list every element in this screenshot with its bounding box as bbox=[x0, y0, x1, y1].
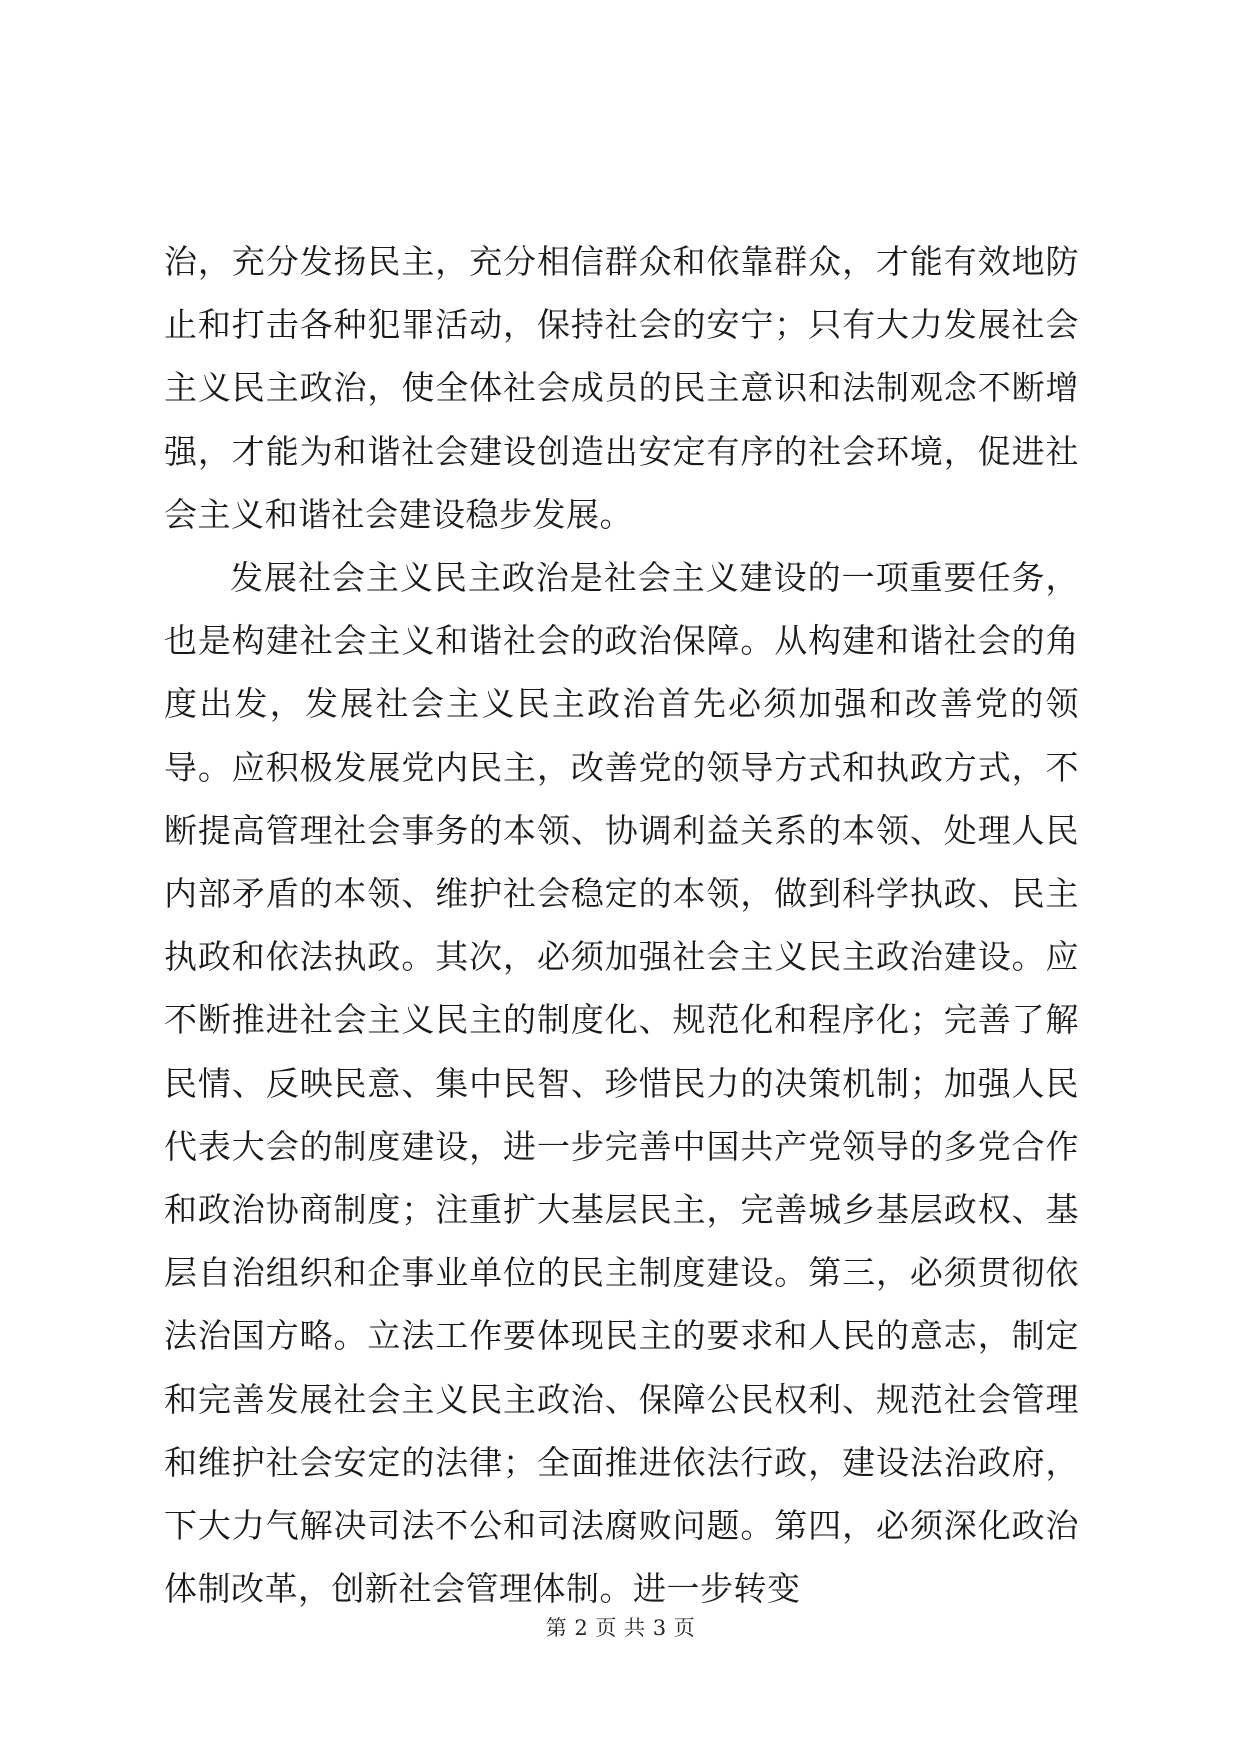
document-body bbox=[164, 230, 1079, 1620]
page-number-label: 第 2 页 共 3 页 bbox=[545, 1616, 696, 1640]
paragraph-2: 发展社会主义民主政治是社会主义建设的一项重要任务，也是构建社会主义和谐社会的政治保障。从构建和谐社会的角度出发，发展社会主义民主政治首先必须加强和改善党的领导。应积极发展党内民主，改善党的领导方式和执政方式，不断提高管理社会事务的本领、协调利益关系的本领、处理人民内部矛盾的本领、维护社会稳定的本领，做到科学执政、民主执政和依法执政。其次，必须加强社会主义民主政治建设。应不断推进社会主义民主的制度化、规范化和程序化；完善了解民情、反映民意、集中民智、珍惜民力的决策机制；加强人民代表大会的制度建设，进一步完善中国共产党领导的多党合作和政治协商制度；注重扩大基层民主，完善城乡基层政权、基层自治组织和企事业单位的民主制度建设。第三，必须贯彻依法治国方略。立法工作要体现民主的要求和人民的意志，制定和完善发展社会主义民主政治、保障公民权利、规范社会管理和维护社会安定的法律；全面推进依法行政，建设法治政府，下大力气解决司法不公和司法腐败问题。第四，必须深化政治体制改革，创新社会管理体制。进一步转变 bbox=[164, 558, 1079, 1609]
paragraph-1: 治，充分发扬民主，充分相信群众和依靠群众，才能有效地防止和打击各种犯罪活动，保持社会的安宁；只有大力发展社会主义民主政治，使全体社会成员的民主意识和法制观念不断增强，才能为和谐社会建设创造出安定有序的社会环境，促进社会主义和谐社会建设稳步发展。 bbox=[164, 242, 1079, 534]
page-footer bbox=[0, 1612, 1241, 1642]
